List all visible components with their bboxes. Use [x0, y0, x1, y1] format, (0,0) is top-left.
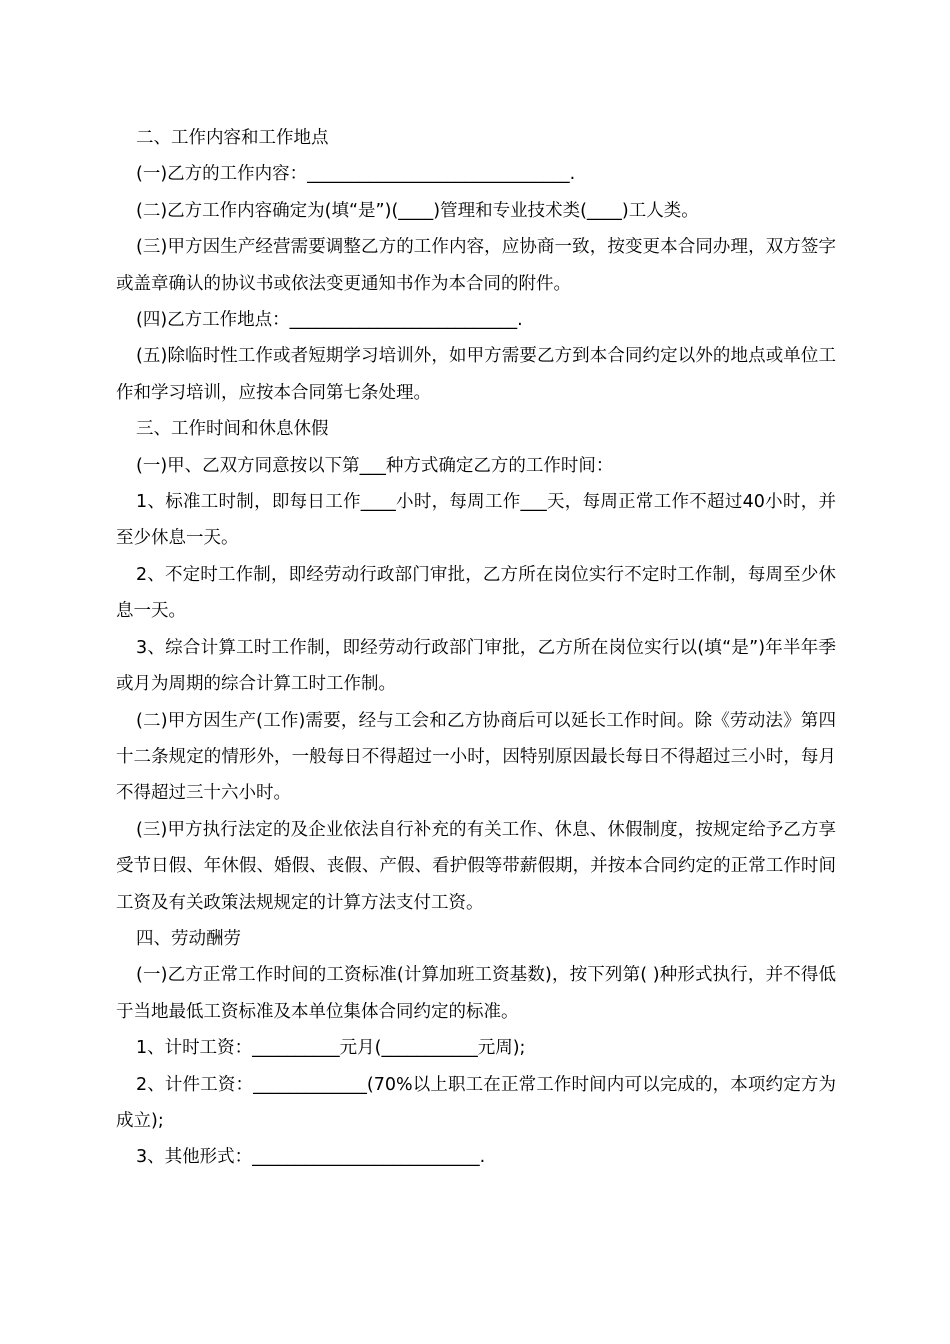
paragraph: (一)乙方的工作内容：______________________________. — [136, 164, 576, 185]
paragraph: (二)乙方工作内容确定为(填“是”)(____)管理和专业技术类(____)工人类。 — [136, 200, 699, 221]
paragraph: 1、标准工时制，即每日工作____小时，每周工作___天，每周正常工作不超过40小时，并至少休息一天。 — [116, 492, 836, 549]
paragraph: 2、不定时工作制，即经劳动行政部门审批，乙方所在岗位实行不定时工作制，每周至少休息一天。 — [116, 564, 836, 622]
section-heading: 四、劳动酬劳 — [136, 928, 241, 949]
paragraph: (二)甲方因生产(工作)需要，经与工会和乙方协商后可以延长工作时间。除《劳动法》第四十二条规定的情形外，一般每日不得超过一小时，因特别原因最长每日不得超过三小时，每月不得超过三十六小时。 — [116, 710, 836, 804]
document-body — [116, 120, 836, 1176]
paragraph: (一)甲、乙双方同意按以下第___种方式确定乙方的工作时间： — [136, 455, 614, 476]
section-heading: 二、工作内容和工作地点 — [136, 128, 329, 148]
paragraph: (一)乙方正常工作时间的工资标准(计算加班工资基数)，按下列第( )种形式执行，并不得低于当地最低工资标准及本单位集体合同约定的标准。 — [116, 965, 836, 1022]
paragraph: (四)乙方工作地点：__________________________. — [136, 310, 523, 331]
paragraph: 1、计时工资：__________元月(___________元周); — [136, 1038, 526, 1059]
section-heading: 三、工作时间和休息休假 — [136, 419, 329, 440]
paragraph: 2、计件工资：_____________(70%以上职工在正常工作时间内可以完成的，本项约定方为成立); — [116, 1074, 836, 1131]
paragraph: (五)除临时性工作或者短期学习培训外，如甲方需要乙方到本合同约定以外的地点或单位工作和学习培训，应按本合同第七条处理。 — [116, 346, 836, 403]
paragraph: (三)甲方因生产经营需要调整乙方的工作内容，应协商一致，按变更本合同办理，双方签字或盖章确认的协议书或依法变更通知书作为本合同的附件。 — [116, 237, 836, 294]
paragraph: (三)甲方执行法定的及企业依法自行补充的有关工作、休息、休假制度，按规定给予乙方享受节日假、年休假、婚假、丧假、产假、看护假等带薪假期，并按本合同约定的正常工作时间工资及有关政策法规规定的计算方法支付工资。 — [116, 819, 836, 913]
paragraph: 3、其他形式：__________________________. — [136, 1147, 486, 1168]
paragraph: 3、综合计算工时工作制，即经劳动行政部门审批，乙方所在岗位实行以(填“是”)年半年季或月为周期的综合计算工时工作制。 — [116, 637, 836, 695]
